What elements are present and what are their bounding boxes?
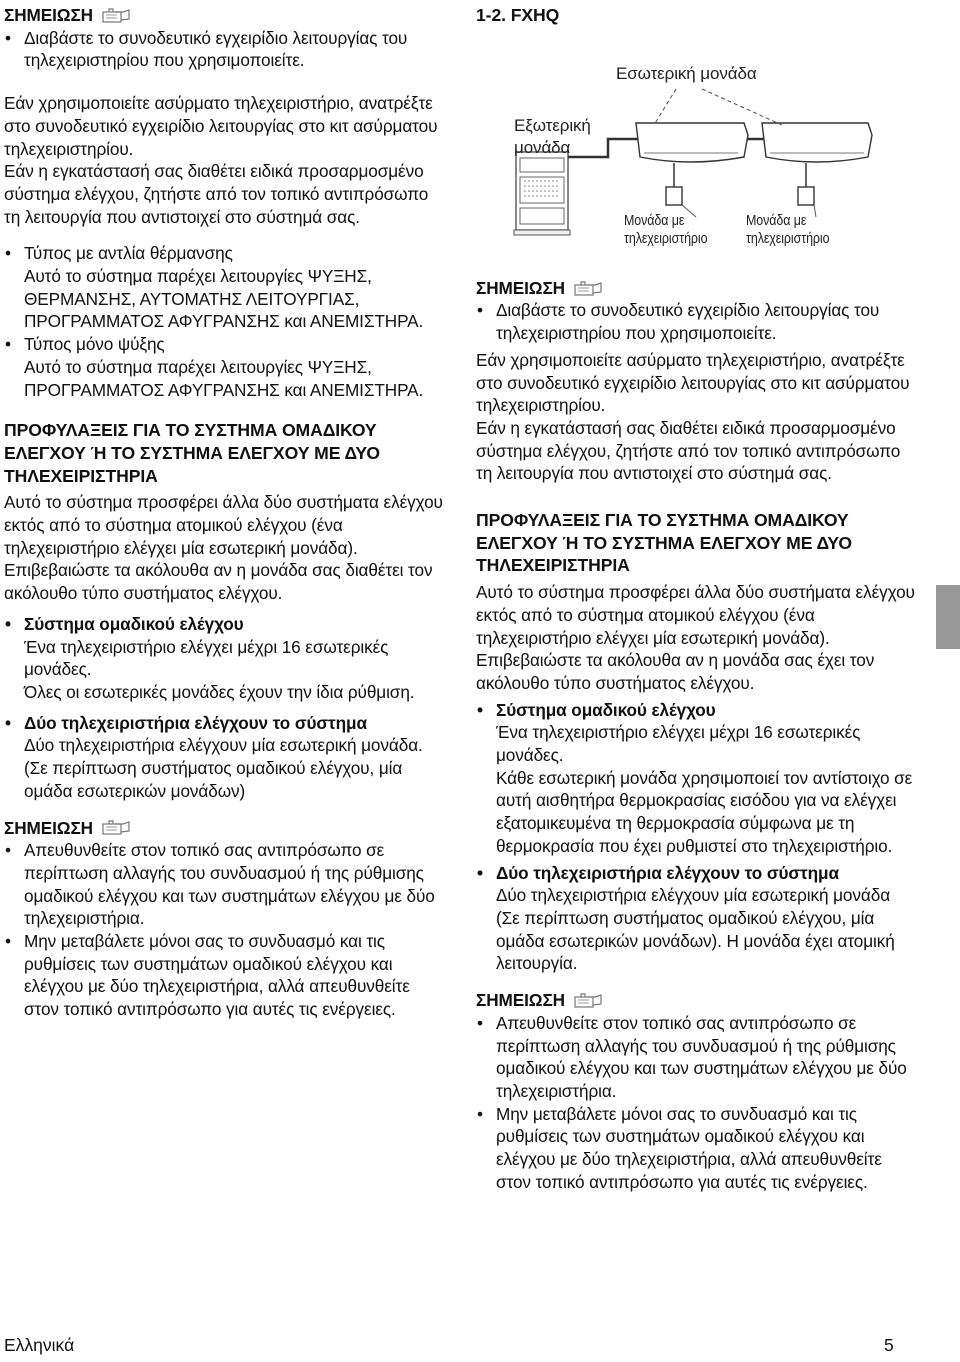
system-diagram [476, 27, 918, 273]
note-bullet: • Διαβάστε το συνοδευτικό εγχειρίδιο λειτουργίας του τηλεχειριστηρίου που χρησιμοποιείτε. [476, 299, 918, 344]
remote-controller-1-drawing [666, 187, 682, 205]
group-control-text: Ένα τηλεχειριστήριο ελέγχει μέχρι 16 εσωτερικές μονάδες. [24, 636, 389, 680]
note-heading [476, 989, 918, 1012]
note-paragraph: Εάν η εγκατάστασή σας διαθέτει ειδικά προσαρμοσμένο σύστημα ελέγχου, ζητήστε από τον τοπικό αντιπρόσωπο τη λειτουργία που αντιστοιχεί στο σύστημά σας. [4, 161, 429, 227]
outdoor-unit-drawing [514, 152, 570, 235]
group-control-text: Όλες οι εσωτερικές μονάδες έχουν την ίδια ρύθμιση. [24, 681, 415, 702]
two-remotes-title: • Δύο τηλεχειριστήρια ελέγχουν το σύστημα [476, 862, 918, 885]
note-hand-icon [101, 7, 131, 24]
indoor-unit-label: Εσωτερική μονάδα [616, 63, 757, 83]
right-column [476, 4, 918, 1193]
remote-unit-label: τηλεχειριστήριο [746, 230, 830, 247]
section-paragraph: Αυτό το σύστημα προσφέρει άλλα δύο συστήματα ελέγχου εκτός από το σύστημα ατομικού ελέγχου (ένα τηλεχειριστήριο ελέγχει μία εσωτερική μονάδα). Επιβεβαιώστε τα ακόλουθα αν η μονάδα σας διαθέτει τον ακόλουθο τύπο συστήματος ελέγχου. [4, 492, 443, 604]
note-bullet: • Μην μεταβάλετε μόνοι σας το συνδυασμό και τις ρυθμίσεις των συστημάτων ομαδικού ελέγχου και ελέγχου με δύο τηλεχειριστήρια, αλλά απευθυνθείτε στον τοπικό αντιπρόσωπο για αυτές τις ενέργειες. [4, 930, 446, 1021]
note-paragraph: Εάν χρησιμοποιείτε ασύρματο τηλεχειριστήριο, ανατρέξτε στο συνοδευτικό εγχειρίδιο λειτουργίας στο κιτ ασύρματου τηλεχειριστηρίου. [4, 93, 438, 159]
group-control-text: Κάθε εσωτερική μονάδα χρησιμοποιεί τον αντίστοιχο σε αυτή αισθητήρα θερμοκρασίας εισόδου για να ελέγχει εξατομικευμένα τη θερμοκρασία σύμφωνα με τη θερμοκρασία που έχει ρυθμιστεί στο τηλεχειριστήριο. [496, 767, 913, 856]
outdoor-unit-label: μονάδα [514, 137, 571, 157]
note-bullet: • Απευθυνθείτε στον τοπικό σας αντιπρόσωπο σε περίπτωση αλλαγής του συνδυασμού ή της ρύθμισης ομαδικού ελέγχου και των συστημάτων ελέγχου με δύο τηλεχειριστήρια. [476, 1012, 918, 1103]
note-bullet: • Μην μεταβάλετε μόνοι σας το συνδυασμό και τις ρυθμίσεις των συστημάτων ομαδικού ελέγχου και ελέγχου με δύο τηλεχειριστήρια, αλλά απευθυνθείτε στον τοπικό αντιπρόσωπο για αυτές τις ενέργειες. [476, 1103, 918, 1194]
note-heading-text: ΣΗΜΕΙΩΣΗ [476, 277, 565, 298]
type-text: Αυτό το σύστημα παρέχει λειτουργίες ΨΥΞΗΣ, ΘΕΡΜΑΝΣΗΣ, ΑΥΤΟΜΑΤΗΣ ΛΕΙΤΟΥΡΓΙΑΣ, ΠΡΟΓΡΑΜΜΑΤΟΣ ΑΦΥΓΡΑΝΣΗΣ και ΑΝΕΜΙΣΤΗΡΑ. [24, 266, 424, 332]
outdoor-unit-label: Εξωτερική [514, 115, 591, 135]
note-heading [4, 4, 446, 27]
note-heading [476, 277, 918, 300]
footer-language: Ελληνικά [4, 1335, 75, 1355]
note-paragraph: Εάν η εγκατάστασή σας διαθέτει ειδικά προσαρμοσμένο σύστημα ελέγχου, ζητήστε από τον τοπικό αντιπρόσωπο τη λειτουργία που αντιστοιχεί στο σύστημά σας. [476, 417, 901, 484]
type-text: Αυτό το σύστημα παρέχει λειτουργίες ΨΥΞΗΣ, ΠΡΟΓΡΑΜΜΑΤΟΣ ΑΦΥΓΡΑΝΣΗΣ και ΑΝΕΜΙΣΤΗΡΑ. [24, 356, 424, 400]
section-heading: ΠΡΟΦΥΛΑΞΕΙΣ ΓΙΑ ΤΟ ΣΥΣΤΗΜΑ ΟΜΑΔΙΚΟΥ ΕΛΕΓΧΟΥ Ή ΤΟ ΣΥΣΤΗΜΑ ΕΛΕΓΧΟΥ ΜΕ ΔΥΟ ΤΗΛΕΧΕΙΡΙΣΤΗΡΙΑ [4, 420, 380, 486]
note-heading-text: ΣΗΜΕΙΩΣΗ [4, 5, 93, 25]
note-paragraph: Εάν χρησιμοποιείτε ασύρματο τηλεχειριστήριο, ανατρέξτε στο συνοδευτικό εγχειρίδιο λειτουργίας στο κιτ ασύρματου τηλεχειριστηρίου. [476, 349, 910, 416]
group-control-title: • Σύστημα ομαδικού ελέγχου [476, 699, 918, 722]
note-heading-text: ΣΗΜΕΙΩΣΗ [476, 990, 565, 1011]
type-title: • Τύπος μόνο ψύξης [4, 333, 446, 356]
group-control-text: Ένα τηλεχειριστήριο ελέγχει μέχρι 16 εσωτερικές μονάδες. [496, 722, 861, 766]
note-hand-icon [573, 992, 603, 1009]
footer-page-number: 5 [884, 1335, 894, 1355]
note-bullet: • Διαβάστε το συνοδευτικό εγχειρίδιο λειτουργίας του τηλεχειριστηρίου που χρησιμοποιείτε. [4, 27, 446, 72]
note-heading [4, 817, 446, 840]
remote-unit-label: Μονάδα με [624, 212, 685, 229]
section-tab-marker [936, 585, 960, 649]
remote-unit-label: Μονάδα με [746, 212, 807, 229]
type-title: • Τύπος με αντλία θέρμανσης [4, 242, 446, 265]
left-column [4, 4, 446, 1021]
model-heading: 1-2. FXHQ [476, 5, 560, 25]
two-remotes-text: Δύο τηλεχειριστήρια ελέγχουν μία εσωτερική μονάδα. (Σε περίπτωση συστήματος ομαδικού ελέγχου, μία ομάδα εσωτερικών μονάδων) [24, 735, 423, 801]
indoor-unit-2-drawing [762, 123, 872, 162]
section-paragraph: Αυτό το σύστημα προσφέρει άλλα δύο συστήματα ελέγχου εκτός από το σύστημα ατομικού ελέγχου (ένα τηλεχειριστήριο ελέγχει μία εσωτερική μονάδα). Επιβεβαιώστε τα ακόλουθα αν η μονάδα σας έχει τον ακόλουθο τύπο συστήματος ελέγχου. [476, 582, 915, 693]
note-hand-icon [101, 819, 131, 836]
remote-unit-label: τηλεχειριστήριο [624, 230, 708, 247]
group-control-title: • Σύστημα ομαδικού ελέγχου [4, 613, 446, 636]
two-remotes-text: Δύο τηλεχειριστήρια ελέγχουν μία εσωτερική μονάδα (Σε περίπτωση συστήματος ομαδικού ελέγχου, μία ομάδα εσωτερικών μονάδων). Η μονάδα έχει ατομική λειτουργία. [496, 885, 895, 974]
two-remotes-title: • Δύο τηλεχειριστήρια ελέγχουν το σύστημα [4, 712, 446, 735]
note-hand-icon [573, 280, 603, 297]
indoor-unit-1-drawing [636, 123, 748, 162]
section-heading: ΠΡΟΦΥΛΑΞΕΙΣ ΓΙΑ ΤΟ ΣΥΣΤΗΜΑ ΟΜΑΔΙΚΟΥ ΕΛΕΓΧΟΥ Ή ΤΟ ΣΥΣΤΗΜΑ ΕΛΕΓΧΟΥ ΜΕ ΔΥΟ ΤΗΛΕΧΕΙΡΙΣΤΗΡΙΑ [476, 510, 852, 576]
remote-controller-2-drawing [798, 187, 814, 205]
note-bullet: • Απευθυνθείτε στον τοπικό σας αντιπρόσωπο σε περίπτωση αλλαγής του συνδυασμού ή της ρύθμισης ομαδικού ελέγχου και των συστημάτων ελέγχου με δύο τηλεχειριστήρια. [4, 839, 446, 930]
note-heading-text: ΣΗΜΕΙΩΣΗ [4, 817, 93, 838]
